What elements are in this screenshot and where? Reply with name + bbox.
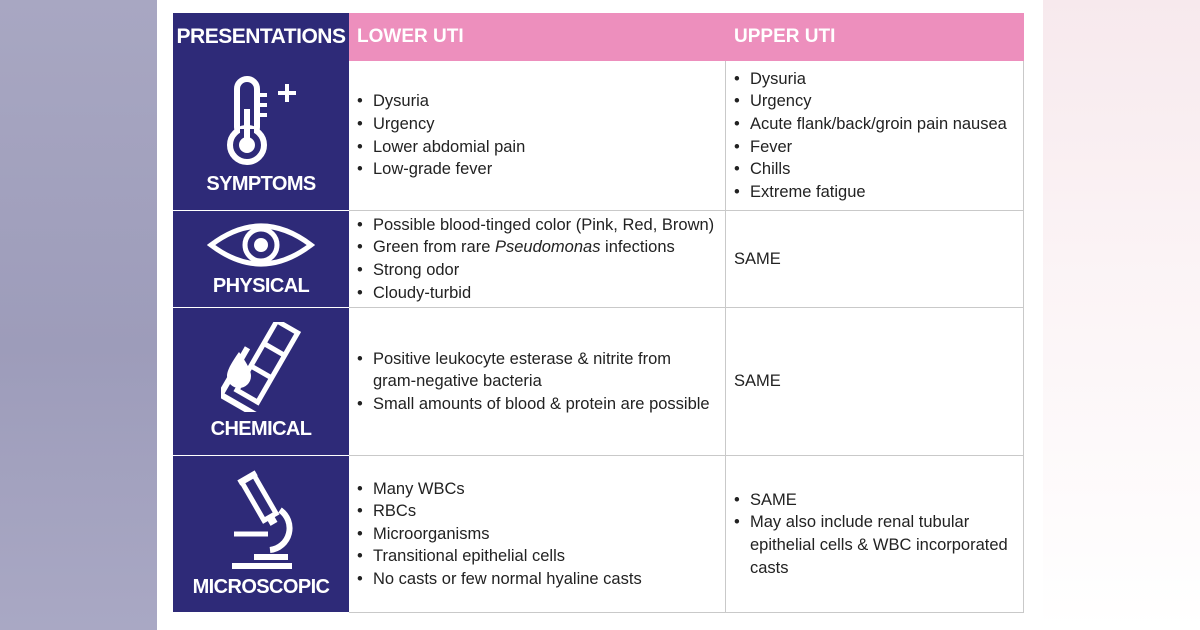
- list: [734, 68, 1015, 204]
- table-row-physical: [174, 211, 1024, 308]
- row-header-physical: [174, 211, 349, 308]
- cell-chemical-upper: [726, 308, 1024, 456]
- list-item: [357, 236, 717, 259]
- list: [357, 348, 717, 416]
- uti-comparison-table: [173, 13, 1024, 613]
- row-header-symptoms: [174, 61, 349, 211]
- list-item: • May also include renal tubular epithelial cells & WBC incorporated casts: [734, 511, 1015, 579]
- list-item: • Dysuria: [734, 68, 1015, 91]
- list-item: • No casts or few normal hyaline casts: [357, 568, 717, 591]
- row-label: PHYSICAL: [212, 274, 310, 297]
- table-row-chemical: [174, 308, 1024, 456]
- row-label: SYMPTOMS: [206, 173, 316, 195]
- cell-symptoms-upper: [726, 61, 1024, 211]
- cell-physical-lower: [349, 211, 726, 308]
- header-upper-uti: UPPER UTI: [726, 14, 1024, 61]
- cell-symptoms-lower: [349, 61, 726, 211]
- cell-physical-upper: [726, 211, 1024, 308]
- cell-microscopic-upper: [726, 456, 1024, 613]
- header-presentations: PRESENTATIONS: [174, 14, 349, 61]
- list: [734, 489, 1015, 579]
- list-item: • Low-grade fever: [357, 158, 717, 181]
- list: [357, 478, 717, 591]
- same-text: SAME: [734, 372, 781, 391]
- list-item: • Extreme fatigue: [734, 181, 1015, 204]
- list-item: • Acute flank/back/groin pain nausea: [734, 113, 1015, 136]
- row-header-chemical: [174, 308, 349, 456]
- row-header-microscopic: [174, 456, 349, 613]
- list-item: • Transitional epithelial cells: [357, 545, 717, 568]
- list-item: • Cloudy-turbid: [357, 282, 717, 305]
- eye-icon: [207, 221, 315, 269]
- background-left-panel: [0, 0, 157, 630]
- list-item: • Urgency: [357, 113, 717, 136]
- list-item: • RBCs: [357, 500, 717, 523]
- list-item: • Dysuria: [357, 90, 717, 113]
- list-item: • Many WBCs: [357, 478, 717, 501]
- header-lower-uti: LOWER UTI: [349, 14, 726, 61]
- list-item: • Fever: [734, 136, 1015, 159]
- text-run: infections: [600, 238, 675, 257]
- microscope-icon: [226, 470, 296, 570]
- cell-microscopic-lower: [349, 456, 726, 613]
- table-header-row: [174, 14, 1024, 61]
- table-row-symptoms: [174, 61, 1024, 211]
- list-item: • Positive leukocyte esterase & nitrite from gram-negative bacteria: [357, 348, 717, 393]
- list: [357, 214, 717, 304]
- list-item: • Microorganisms: [357, 523, 717, 546]
- organism-name: Pseudomonas: [494, 238, 601, 257]
- list-item: • SAME: [734, 489, 1015, 512]
- list-item: • Strong odor: [357, 259, 717, 282]
- text-run: Green from rare: [373, 238, 495, 257]
- cell-chemical-lower: [349, 308, 726, 456]
- table-row-microscopic: [174, 456, 1024, 613]
- list-item: • Chills: [734, 158, 1015, 181]
- list-item: • Small amounts of blood & protein are possible: [357, 393, 717, 416]
- list-item: • Lower abdomial pain: [357, 136, 717, 159]
- test-strip-drop-icon: [221, 322, 301, 412]
- list-item: • Urgency: [734, 90, 1015, 113]
- background-right-panel: [1043, 0, 1200, 630]
- same-text: SAME: [734, 249, 781, 268]
- list: [357, 90, 717, 180]
- thermometer-plus-icon: [216, 75, 306, 167]
- row-label: CHEMICAL: [210, 418, 312, 440]
- list-item: • Possible blood-tinged color (Pink, Red, Brown): [357, 214, 717, 237]
- row-label: MICROSCOPIC: [192, 575, 330, 598]
